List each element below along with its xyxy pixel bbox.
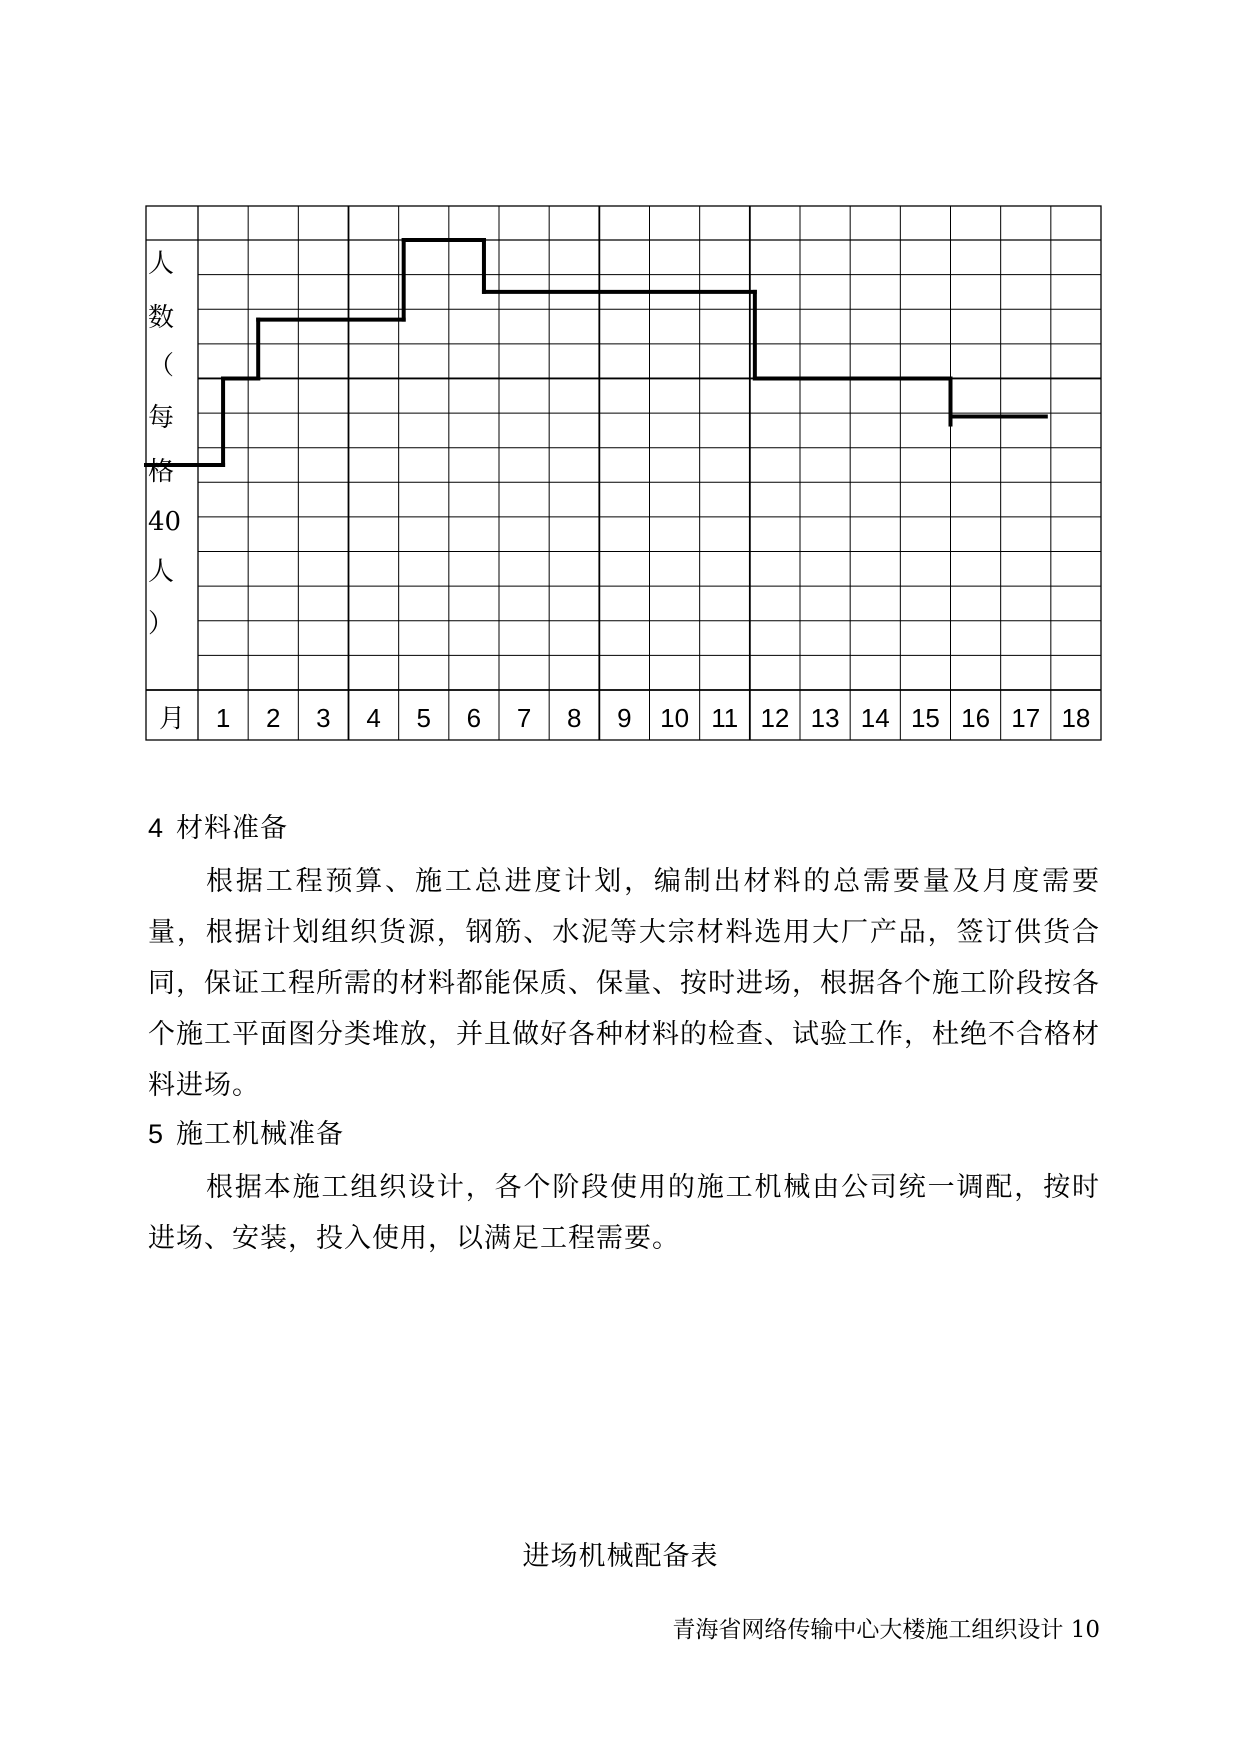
chart-frame xyxy=(146,206,1101,740)
x-axis-label: 月 xyxy=(158,704,186,734)
x-tick-label: 7 xyxy=(516,703,532,733)
y-axis-label-char: （ xyxy=(148,351,175,381)
x-tick-label: 12 xyxy=(760,703,790,733)
x-tick-label: 13 xyxy=(810,703,840,733)
x-tick-label: 18 xyxy=(1061,703,1091,733)
table-title: 进场机械配备表 xyxy=(522,1541,719,1572)
section-4-title: 材料准备 xyxy=(176,813,289,844)
x-tick-label: 4 xyxy=(366,703,381,733)
section-4-number: 4 xyxy=(148,813,165,843)
y-axis-label-char: 每 xyxy=(148,403,175,433)
section-4-paragraph: 根据工程预算、施工总进度计划，编制出材料的总需要量及月度需要量，根据计划组织货源，钢筋、水泥等大宗材料选用大厂产品，签订供货合同，保证工程所需的材料都能保质、保量、按时进场，根据各个施工阶段按各个施工平面图分类堆放，并且做好各种材料的检查、试验工作，杜绝不合格材料进场。 xyxy=(148,866,1100,1101)
section-5-number: 5 xyxy=(148,1119,165,1149)
x-tick-label: 17 xyxy=(1011,703,1041,733)
x-tick-label: 14 xyxy=(860,703,890,733)
footer-page-number: 10 xyxy=(1070,1617,1100,1643)
x-tick-label: 16 xyxy=(961,703,991,733)
x-tick-label: 5 xyxy=(416,703,431,733)
footer-doc-title: 青海省网络传输中心大楼施工组织设计 xyxy=(672,1617,1064,1643)
labor-chart xyxy=(0,0,1241,764)
x-tick-label: 15 xyxy=(910,703,940,733)
y-axis-label-char: ） xyxy=(148,609,175,639)
x-tick-label: 8 xyxy=(567,703,582,733)
y-axis-label-char: 格 xyxy=(148,457,175,487)
y-axis-label-char: 40 xyxy=(148,507,182,537)
x-tick-label: 3 xyxy=(316,703,331,733)
section-5-paragraph: 根据本施工组织设计，各个阶段使用的施工机械由公司统一调配，按时进场、安装，投入使用，以满足工程需要。 xyxy=(148,1172,1100,1254)
x-tick-label: 9 xyxy=(617,703,632,733)
x-tick-label: 2 xyxy=(266,703,281,733)
y-axis-label-char: 人 xyxy=(148,557,175,587)
x-tick-label: 6 xyxy=(466,703,482,733)
page-footer xyxy=(672,1611,1100,1644)
section-5-heading xyxy=(148,1112,344,1151)
x-tick-label: 1 xyxy=(215,703,231,733)
labor-chart-svg xyxy=(0,0,1241,760)
section-4-heading xyxy=(148,806,288,845)
y-axis-label-char: 数 xyxy=(148,303,175,333)
x-tick-label: 11 xyxy=(711,703,739,733)
section-5-title: 施工机械准备 xyxy=(176,1119,345,1150)
x-tick-label: 10 xyxy=(660,703,690,733)
y-axis-label-char: 人 xyxy=(148,249,175,279)
